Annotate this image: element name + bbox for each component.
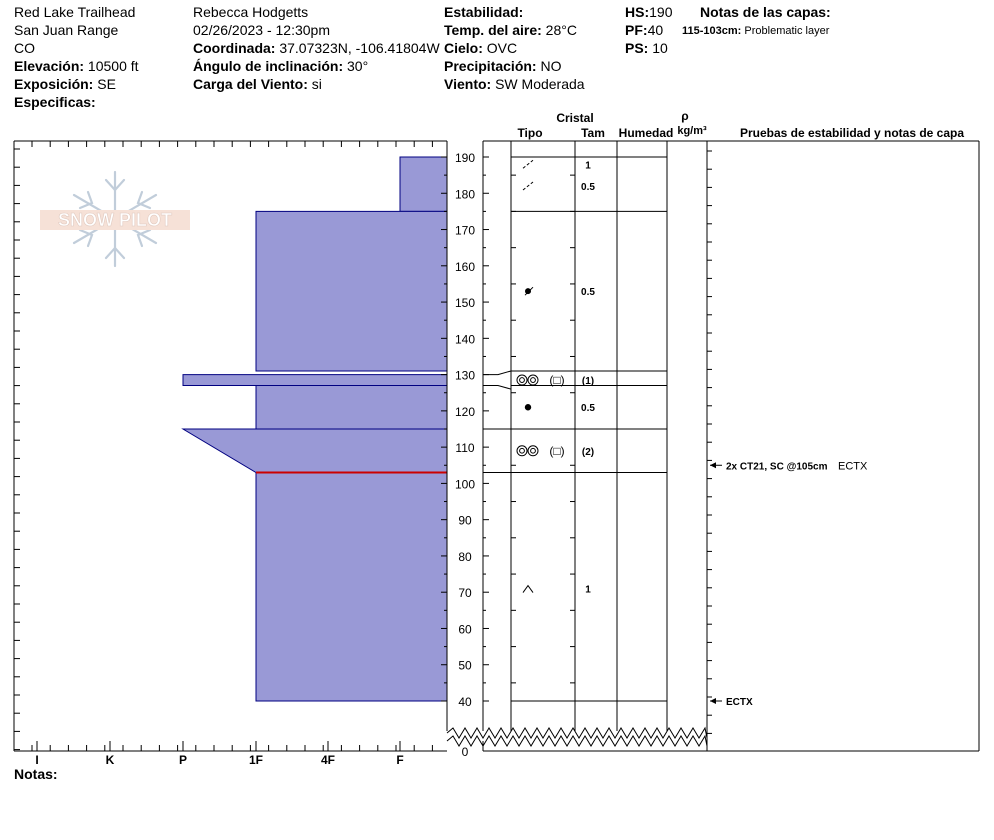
facet-ring	[517, 446, 527, 456]
test-code-1: ECTX	[726, 697, 753, 708]
grain-symbol-faceted	[517, 373, 565, 387]
depth-label-120: 120	[454, 404, 476, 419]
aspect-label: Exposición:	[14, 76, 94, 92]
boundary-connector	[483, 385, 511, 389]
wind-value: SW Moderada	[495, 76, 585, 92]
snowpilot-logo	[40, 172, 190, 266]
angle-value: 30°	[347, 58, 369, 74]
depth-label-100: 100	[454, 477, 476, 492]
layer-2	[183, 375, 447, 386]
layer-1	[256, 211, 447, 371]
observer-name: Rebecca Hodgetts	[193, 4, 309, 20]
test-arrow-0	[710, 462, 716, 468]
grain-size-label: 0.5	[581, 403, 595, 415]
hardness-layers	[183, 157, 447, 701]
air-temp-value: 28°C	[545, 22, 577, 38]
layer-5	[256, 473, 447, 701]
grain-symbol-depth-hoar	[523, 586, 533, 593]
state-name: CO	[14, 40, 35, 56]
grain-symbol-rounded	[525, 404, 531, 410]
elevation-value: 10500 ft	[87, 58, 139, 74]
logo-text: SNOW PILOT	[58, 210, 172, 230]
layer-3	[256, 385, 447, 429]
break-zigzag-bottom	[447, 736, 707, 746]
layer-notes-label: Notas de las capas:	[700, 4, 831, 20]
moisture-header: Humedad	[618, 126, 674, 140]
ps-value: 10	[652, 40, 668, 56]
depth-label-70: 70	[458, 586, 472, 601]
grain-symbol-decomposing	[523, 160, 533, 168]
layer-4	[183, 429, 447, 473]
location-name: Red Lake Trailhead	[14, 4, 136, 20]
facet-ring	[528, 375, 538, 385]
depth-label-190: 190	[454, 151, 476, 165]
depth-label-80: 80	[458, 549, 472, 564]
facet-square: (□)	[549, 443, 565, 458]
layer-note-range: 115-103cm:	[682, 25, 742, 37]
precip-label: Precipitación:	[444, 58, 537, 74]
type-header: Tipo	[517, 126, 543, 140]
grain-size-label: 0.5	[581, 182, 595, 194]
depth-label-160: 160	[454, 259, 476, 274]
depth-label-90: 90	[458, 513, 472, 528]
layer-0	[400, 157, 447, 211]
facet-ring	[528, 446, 538, 456]
wind-load-value: si	[311, 76, 322, 92]
hardness-label-F: F	[396, 753, 404, 767]
rounded-dot	[525, 288, 531, 294]
hs-value: 190	[649, 4, 673, 20]
hardness-label-P: P	[178, 753, 188, 767]
facet-ring-inner	[531, 378, 536, 383]
coordinate-label: Coordinada:	[193, 40, 276, 56]
depth-label-130: 130	[454, 368, 476, 383]
hardness-label-1F: 1F	[248, 753, 264, 767]
sky-value: OVC	[486, 40, 518, 56]
depth-label-40: 40	[458, 695, 472, 709]
test-code-0: ECTX	[838, 460, 868, 473]
ps-label: PS:	[625, 40, 649, 56]
layer-table	[447, 141, 979, 751]
aspect-value: SE	[97, 76, 116, 92]
depth-label-50: 50	[458, 658, 472, 673]
depth-label-170: 170	[454, 223, 476, 238]
depth-label-0: 0	[461, 745, 469, 759]
decomposing-mark	[523, 160, 533, 168]
grain-size-label: (1)	[581, 376, 595, 388]
facet-square: (□)	[549, 373, 565, 388]
range-name: San Juan Range	[14, 22, 119, 38]
precip-value: NO	[540, 58, 562, 74]
depth-label-140: 140	[454, 332, 476, 347]
test-label-0: 2x CT21, SC @105cm	[726, 461, 828, 473]
air-temp-label: Temp. del aire:	[444, 22, 542, 38]
stability-label: Estabilidad:	[444, 4, 524, 20]
grain-symbol-decomposing	[523, 182, 533, 190]
layer-note-text: Problematic layer	[744, 25, 830, 37]
grain-size-label: 0.5	[581, 287, 595, 299]
density-header: kg/m³	[677, 125, 707, 137]
crystal-header: Cristal	[556, 111, 594, 125]
boundary-connector	[483, 371, 511, 375]
depth-label-150: 150	[454, 296, 476, 311]
coordinate-value: 37.07323N, -106.41804W	[279, 40, 440, 56]
depth-label-60: 60	[458, 622, 472, 637]
hs-label: HS:	[625, 4, 650, 20]
grain-symbol-faceted	[517, 444, 565, 458]
rounded-dot	[525, 404, 531, 410]
facet-ring-inner	[531, 448, 536, 453]
hardness-label-I: I	[35, 753, 39, 767]
break-zigzag-top	[447, 728, 707, 738]
wind-label: Viento:	[444, 76, 492, 92]
depth-axis	[441, 141, 489, 759]
grain-symbol-rounded-arrow	[525, 287, 533, 295]
rho-header: ρ	[681, 109, 689, 123]
size-header: Tam	[581, 126, 605, 140]
grain-size-label: 1	[585, 584, 591, 596]
notes-label: Notas:	[14, 766, 58, 782]
observation-datetime: 02/26/2023 - 12:30pm	[193, 22, 330, 38]
depth-label-110: 110	[455, 441, 475, 456]
elevation-label: Elevación:	[14, 58, 85, 74]
wind-load-label: Carga del Viento:	[193, 76, 308, 92]
decomposing-mark	[523, 182, 533, 190]
test-arrow-1	[710, 698, 716, 704]
hardness-label-4F: 4F	[320, 753, 336, 767]
facet-ring-inner	[520, 378, 525, 383]
hardness-label-K: K	[105, 753, 115, 767]
grain-size-label: 1	[585, 160, 591, 172]
angle-label: Ángulo de inclinación:	[193, 58, 344, 74]
grain-size-label: (2)	[581, 446, 595, 458]
tests-header: Pruebas de estabilidad y notas de capa	[739, 126, 965, 140]
depth-hoar-mark	[523, 586, 533, 593]
facet-ring-inner	[520, 448, 525, 453]
sky-label: Cielo:	[444, 40, 483, 56]
depth-label-180: 180	[454, 187, 476, 202]
pf-value: 40	[647, 22, 664, 38]
pf-label: PF:	[625, 22, 648, 38]
specifics-label: Especificas:	[14, 94, 96, 110]
facet-ring	[517, 375, 527, 385]
